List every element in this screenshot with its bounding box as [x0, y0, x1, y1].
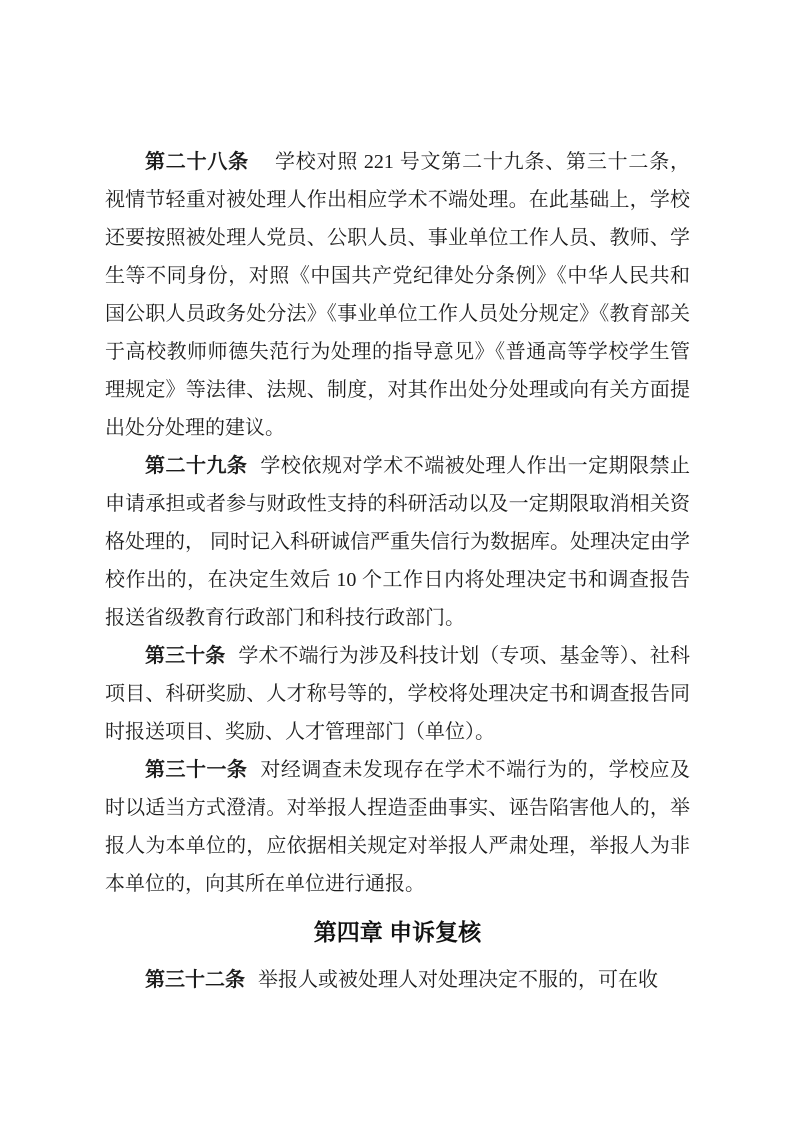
- article-31-paragraph: [105, 751, 690, 903]
- article-31-text: 对经调查未发现存在学术不端行为的，学校应及时以适当方式澄清。对举报人捏造歪曲事实、诬告陷害他人的，举报人为本单位的，应依据相关规定对举报人严肃处理，举报人为非本单位的，向其所在单位进行通报。: [105, 759, 691, 895]
- article-30-text: 学术不端行为涉及科技计划（专项、基金等）、社科项目、科研奖励、人才称号等的，学校将处理决定书和调查报告同时报送项目、奖励、人才管理部门（单位）。: [105, 645, 691, 743]
- chapter-heading: 第四章 申诉复核: [313, 919, 482, 945]
- article-29-text: 学校依规对学术不端被处理人作出一定期限禁止申请承担或者参与财政性支持的科研活动以及一定期限取消相关资格处理的， 同时记入科研诚信严重失信行为数据库。处理决定由学校作出的，在决定生效后 10 个工作日内将处理决定书和调查报告报送省级教育行政部门和科技行政部门。: [105, 455, 691, 629]
- article-32-text: 举报人或被处理人对处理决定不服的，可在收: [258, 969, 658, 991]
- article-30-paragraph: [105, 637, 690, 751]
- article-28-number: 第二十八条: [145, 151, 249, 173]
- article-30-number: 第三十条: [145, 645, 226, 667]
- article-29-paragraph: [105, 447, 690, 637]
- article-28-text: 学校对照 221 号文第二十九条、第三十二条，视情节轻重对被处理人作出相应学术不端处理。在此基础上，学校还要按照被处理人党员、公职人员、事业单位工作人员、教师、学生等不同身份，对照《中国共产党纪律处分条例》《中华人民共和国公职人员政务处分法》《事业单位工作人员处分规定》《教育部关于高校教师师德失范行为处理的指导意见》《普通高等学校学生管理规定》等法律、法规、制度，对其作出处分处理或向有关方面提出处分处理的建议。: [105, 151, 691, 439]
- article-32-paragraph: [105, 961, 690, 999]
- article-28-paragraph: [105, 143, 690, 447]
- article-29-number: 第二十九条: [145, 455, 248, 477]
- article-31-number: 第三十一条: [145, 759, 248, 781]
- article-32-number: 第三十二条: [145, 969, 245, 991]
- document-content: [105, 143, 690, 999]
